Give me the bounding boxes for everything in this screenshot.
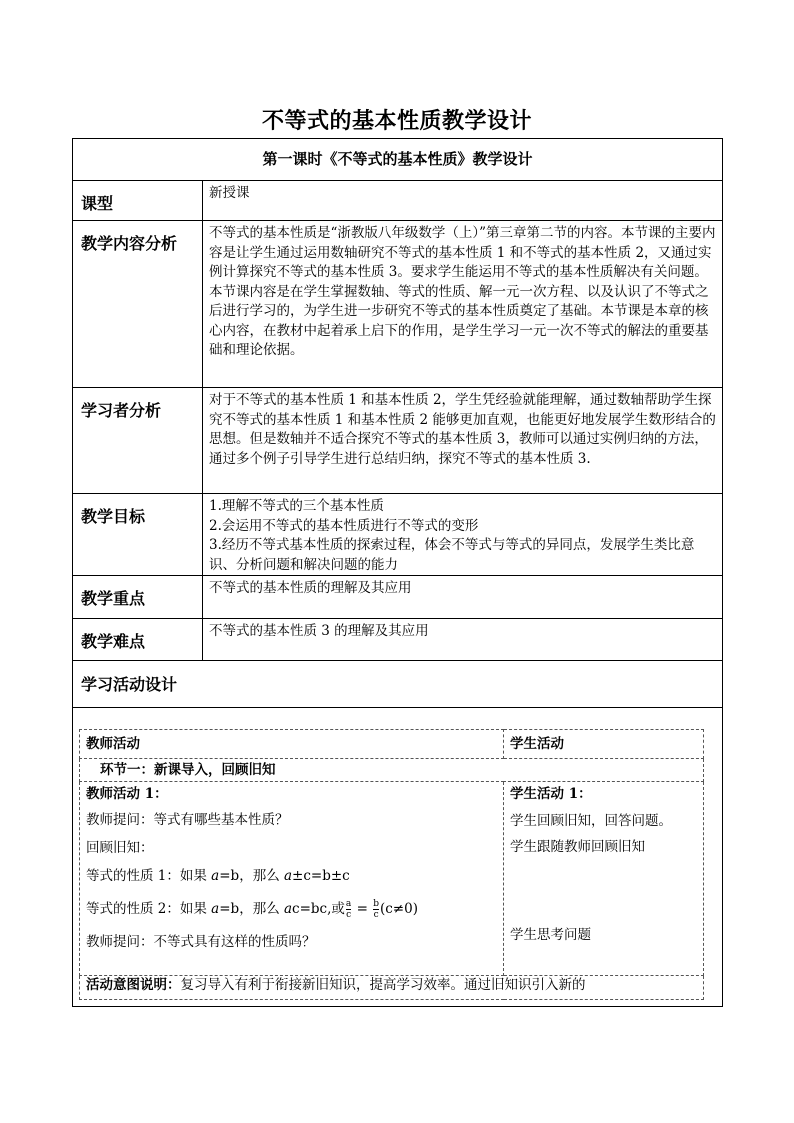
teacher-activity-cell [80,782,504,976]
row-label-content-analysis: 教学内容分析 [73,221,203,388]
table-subtitle: 第一课时《不等式的基本性质》教学设计 [73,139,723,181]
step-one-heading: 环节一：新课导入，回顾旧知 [80,759,704,782]
equality-property-2: 等式的性质 2：如果 a=b，那么 ac=bc,或 $\frac{a}{c}$ = $\frac{b}{c}$ (c≠0) [86,899,418,920]
teacher-question-1: 教师提问：等式有哪些基本性质？ [86,812,289,828]
row-value-content-analysis: 不等式的基本性质是“浙教版八年级数学（上）”第三章第二节的内容。本节课的主要内容是让学生通过运用数轴研究不等式的基本性质 1 和不等式的基本性质 2，又通过实例计算探究不等式的基本性质 3。要求学生能运用不等式的基本性质解决有关问题。本节课内容是在学生掌握数轴、等式的性质、解一元一次方程、以及认识了不等式之后进行学习的，为学生进一步研究不等式的基本性质奠定了基础。本节课是本章的核心内容，在教材中起着承上启下的作用，是学生学习一元一次不等式的解法的重要基础和理论依据。 [203,221,723,388]
student-response-1: 学生回顾旧知，回答问题。 [510,813,672,829]
student-activity-cell [504,782,704,976]
objective-item: 1.理解不等式的三个基本性质 [209,498,384,514]
intent-text: 复习导入有利于衔接新旧知识，提高学习效率。通过旧知识引入新的 [180,977,586,993]
row-value-learner-analysis: 对于不等式的基本性质 1 和基本性质 2，学生凭经验就能理解，通过数轴帮助学生探究不等式的基本性质 1 和基本性质 2 能够更加直观，也能更好地发展学生数形结合的思想。但是数轴并不适合探究不等式的基本性质 3，教师可以通过实例归纳的方法，通过多个例子引导学生进行总结归纳，探究不等式的基本性质 3. [203,388,723,494]
row-label-difficulties: 教学难点 [73,619,203,661]
student-activity-title: 学生活动 1： [510,786,592,802]
review-label: 回顾旧知： [86,840,154,856]
row-value-lesson-type: 新授课 [203,181,723,221]
row-value-objectives [203,494,723,576]
activity-intent-note [80,976,704,1000]
row-label-learner-analysis: 学习者分析 [73,388,203,494]
intent-label: 活动意图说明： [86,977,181,993]
objective-item: 3.经历不等式基本性质的探索过程，体会不等式与等式的异同点，发展学生类比意识、分析问题和解决问题的能力 [209,537,695,573]
row-value-key-points: 不等式的基本性质的理解及其应用 [203,576,723,619]
activity-section-title: 学习活动设计 [73,661,723,708]
activity-table [79,729,704,1000]
objective-item: 2.会运用不等式的基本性质进行不等式的变形 [209,517,479,534]
equality-property-1: 等式的性质 1：如果 a=b，那么 a±c=b±c [86,868,350,884]
teacher-question-2: 教师提问：不等式具有这样的性质吗？ [86,934,316,950]
row-label-key-points: 教学重点 [73,576,203,619]
student-activity-header: 学生活动 [504,730,704,759]
fraction-b-over-c: $\frac{b}{c}$ [373,899,379,920]
activity-design-cell [73,708,723,1007]
teacher-activity-title: 教师活动 1： [86,786,168,802]
fraction-a-over-c: $\frac{a}{c}$ [345,899,352,920]
row-value-difficulties: 不等式的基本性质 3 的理解及其应用 [203,619,723,661]
row-label-lesson-type: 课型 [73,181,203,221]
document-title: 不等式的基本性质教学设计 [261,108,532,134]
student-response-2: 学生跟随教师回顾旧知 [510,839,645,855]
teacher-activity-header: 教师活动 [80,730,504,759]
row-label-objectives: 教学目标 [73,494,203,576]
lesson-plan-table [72,138,723,1007]
student-response-3: 学生思考问题 [510,927,591,943]
